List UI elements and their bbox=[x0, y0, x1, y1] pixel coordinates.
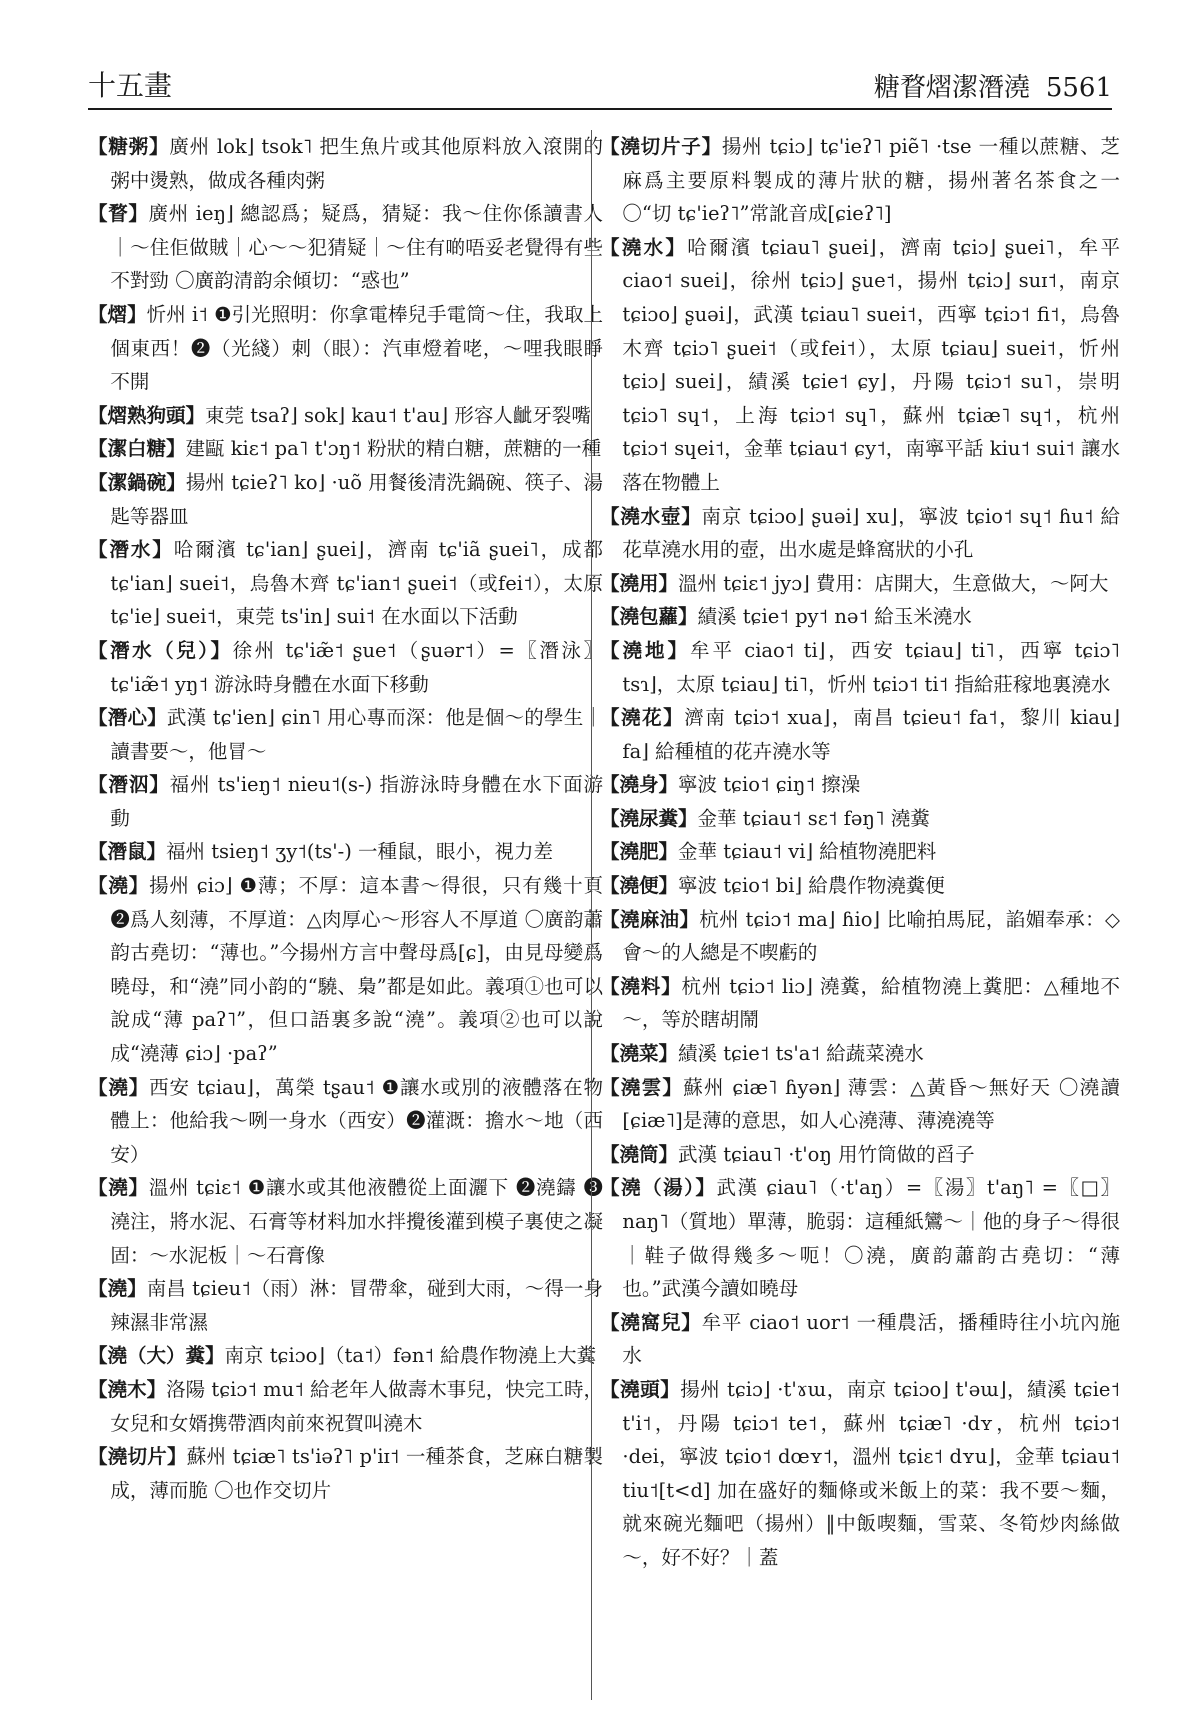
entry-headword: 【澆料】 bbox=[600, 974, 682, 998]
entry-headword: 【澆便】 bbox=[600, 874, 679, 898]
dictionary-entry bbox=[88, 298, 603, 399]
dictionary-entry bbox=[600, 1306, 1120, 1373]
dictionary-entry bbox=[88, 835, 603, 869]
entry-headword: 【澆切片子】 bbox=[600, 135, 722, 158]
dictionary-entry bbox=[88, 1339, 603, 1373]
dictionary-entry bbox=[88, 768, 603, 835]
entry-headword: 【澆窩兒】 bbox=[600, 1310, 702, 1334]
dictionary-entry bbox=[88, 701, 603, 768]
entry-headword: 【澆（湯）】 bbox=[600, 1176, 717, 1200]
entry-headword: 【澆身】 bbox=[600, 773, 679, 797]
entry-headword: 【澆雲】 bbox=[600, 1075, 684, 1099]
entry-text: 西安 tɕiau⌋，萬榮 tʂau˦ ❶讓水或別的液體落在物體上：他給我～咧一身水（西安）❷灌溉：擔水～地（西安） bbox=[110, 1075, 603, 1166]
entry-text: 福州 tsieŋ˦ ʒy˦(ts'-) 一種鼠，眼小，視力差 bbox=[166, 840, 554, 864]
entry-headword: 【澆水壺】 bbox=[600, 504, 702, 528]
dictionary-entry bbox=[600, 1171, 1120, 1305]
dictionary-entry bbox=[600, 903, 1120, 970]
dictionary-entry bbox=[88, 466, 603, 533]
entry-text: 廣州 ieŋ⌋ 總認爲；疑爲，猜疑：我～住你係讀書人｜～住佢做賊｜心～～犯猜疑｜～住有啲唔妥老覺得有些不對勁 〇廣韵清韵余傾切：“惑也” bbox=[110, 202, 603, 293]
entry-text: 南京 tɕiɔo⌋ ʂuəi⌋ xu⌋，寧波 tɕio˦ sɥ˦ ɦu˦ 給花草澆水用的壺，出水處是蜂窩狀的小孔 bbox=[622, 504, 1120, 562]
dictionary-entry bbox=[88, 399, 603, 433]
entry-headword: 【澆麻油】 bbox=[600, 907, 700, 931]
entry-text: 廣州 lok⌋ tsok˥ 把生魚片或其他原料放入滾開的粥中燙熟，做成各種肉粥 bbox=[110, 135, 603, 192]
head-characters: 糖瞀熠潔潛澆 bbox=[873, 73, 1030, 103]
dictionary-entry bbox=[600, 567, 1120, 601]
entry-text: 哈爾濱 tɕiau˥ ʂuei⌋，濟南 tɕiɔ⌋ ʂuei˥，牟平 ciao˦ suei⌋，徐州 tɕiɔ⌋ ʂue˦，揚州 tɕiɔ⌋ suɪ˦，南京 tɕiɔo⌋ ʂuəi⌋，武漢 tɕiau˥ suei˦，西寧 tɕiɔ˦ fi˦，烏魯木齊 tɕiɔ˥ ʂuei˦（或fei˦），太原 tɕiau⌋ suei˦，忻州 tɕiɔ⌋ suei⌋，績溪 tɕie˦ ɕy⌋，丹陽 tɕiɔ˦ su˥，崇明 tɕiɔ˥ sɥ˦，上海 tɕiɔ˦ sɥ˥，蘇州 tɕiæ˥ sɥ˦，杭州 tɕiɔ˦ sɥei˦，金華 tɕiau˦ ɕy˦，南寧平話 kiu˦ sui˦ 讓水落在物體上 bbox=[622, 235, 1120, 494]
page-head-right bbox=[874, 67, 1112, 104]
entry-text: 揚州 tɕiɔ⌋ ·t'ɤɯ，南京 tɕiɔo⌋ t'əɯ⌋，績溪 tɕie˦ t'i˦，丹陽 tɕiɔ˦ te˦，蘇州 tɕiæ˥ ·dʏ，杭州 tɕiɔ˦ ·dei，寧波 tɕio˦ dœʏ˦，溫州 tɕiɛ˦ dʏu⌋，金華 tɕiau˦ tiu˦[t<d] 加在盛好的麵條或米飯上的菜：我不要～麵，就來碗光麵吧（揚州）‖中飯喫麵，雪菜、冬筍炒肉絲做～，好不好？｜蓋 bbox=[622, 1377, 1120, 1569]
dictionary-entry bbox=[88, 197, 603, 298]
dictionary-entry bbox=[88, 634, 603, 701]
entry-text: 東莞 tsaʔ⌋ sok⌋ kau˦ t'au⌋ 形容人齜牙裂嘴 bbox=[205, 403, 591, 427]
entry-headword: 【澆菜】 bbox=[600, 1042, 679, 1066]
dictionary-entry bbox=[600, 970, 1120, 1037]
entry-headword: 【澆筒】 bbox=[600, 1142, 679, 1166]
entry-text: 哈爾濱 tɕ'ian⌋ ʂuei⌋，濟南 tɕ'iã ʂuei˥，成都 tɕ'ian⌋ suei˦，烏魯木齊 tɕ'ian˦ ʂuei˦（或fei˦），太原 tɕ'ie⌋ suei˦，東莞 ts'in⌋ sui˦ 在水面以下活動 bbox=[110, 538, 603, 629]
entry-headword: 【潛鼠】 bbox=[88, 840, 167, 864]
entry-headword: 【糖粥】 bbox=[88, 135, 170, 158]
entry-headword: 【澆】 bbox=[88, 1075, 150, 1099]
entry-text: 績溪 tɕie˦ py˦ nə˦ 給玉米澆水 bbox=[697, 605, 972, 629]
entry-headword: 【澆】 bbox=[88, 1277, 147, 1301]
entry-text: 建甌 kiɛ˦ pa˥ t'ɔŋ˦ 粉狀的精白糖，蔗糖的一種 bbox=[185, 437, 602, 461]
dictionary-entry bbox=[600, 1071, 1120, 1138]
entry-text: 揚州 ɕiɔ⌋ ❶薄；不厚：這本書～得很，只有幾十頁 ❷爲人刻薄，不厚道：△肉厚心～形容人不厚道 〇廣韵蕭韵古堯切：“薄也。”今揚州方言中聲母爲[ɕ]，由見母變爲曉母，和“澆”同小韵的“驍、梟”都是如此。義項①也可以說成“薄 paʔ˥”，但口語裏多說“澆”。義項②也可以說成“澆薄 ɕiɔ⌋ ·paʔ” bbox=[110, 874, 603, 1066]
entry-text: 徐州 tɕ'iæ̃˦ ʂue˦（ʂuər˦）=〖潛泳〗tɕ'iæ̃˦ yŋ˦ 游泳時身體在水面下移動 bbox=[110, 638, 603, 696]
entry-text: 牟平 ciao˦ uor˦ 一種農活，播種時往小坑內施水 bbox=[622, 1310, 1120, 1368]
dictionary-entry bbox=[88, 1071, 603, 1172]
entry-headword: 【澆】 bbox=[88, 874, 150, 898]
entry-headword: 【潔鍋碗】 bbox=[88, 470, 186, 494]
dictionary-entry bbox=[600, 634, 1120, 701]
dictionary-entry bbox=[600, 231, 1120, 500]
entry-text: 揚州 tɕiɔ⌋ tɕ'ieʔ˥ piẽ˥ ·tse 一種以蔗糖、芝麻爲主要原料製成的薄片狀的糖，揚州著名茶食之一 〇“切 tɕ'ieʔ˥”常訛音成[ɕieʔ˥] bbox=[622, 135, 1120, 226]
entry-headword: 【澆頭】 bbox=[600, 1377, 681, 1401]
dictionary-entry bbox=[600, 600, 1120, 634]
entry-headword: 【潛水】 bbox=[88, 538, 174, 562]
left-column bbox=[88, 130, 603, 1704]
entry-headword: 【熠】 bbox=[88, 302, 147, 326]
dictionary-entry bbox=[600, 500, 1120, 567]
entry-text: 忻州 i˦ ❶引光照明：你拿電棒兒手電筒～住，我取上個東西！❷（光綫）刺（眼）：汽車燈着咾，～哩我眼睜不開 bbox=[110, 302, 603, 394]
entry-headword: 【澆花】 bbox=[600, 706, 685, 730]
dictionary-entry bbox=[600, 869, 1120, 903]
entry-headword: 【澆木】 bbox=[88, 1377, 167, 1401]
entry-headword: 【澆地】 bbox=[600, 638, 691, 662]
entry-headword: 【澆用】 bbox=[600, 571, 679, 595]
entry-text: 南昌 tɕieu˦（雨）淋：冒帶傘，碰到大雨，～得一身辣濕非常濕 bbox=[110, 1277, 603, 1334]
dictionary-entry bbox=[88, 130, 603, 197]
entry-text: 蘇州 tɕiæ˥ ts'iəʔ˥ p'iɪ˦ 一種茶食，芝麻白糖製成，薄而脆 〇也作交切片 bbox=[110, 1445, 603, 1502]
dictionary-entry bbox=[600, 835, 1120, 869]
dictionary-entry bbox=[88, 432, 603, 466]
entry-text: 蘇州 ɕiæ˥ ɦyən⌋ 薄雲：△黃昏～無好天 〇澆讀[ɕiæ˥]是薄的意思，如人心澆薄、薄澆澆等 bbox=[622, 1075, 1120, 1133]
entry-text: 南京 tɕiɔo⌋（ta˦）fən˦ 給農作物澆上大糞 bbox=[224, 1344, 597, 1368]
entry-text: 溫州 tɕiɛ˦ jyɔ⌋ 費用：店開大，生意做大，～阿大 bbox=[678, 571, 1109, 595]
dictionary-entry bbox=[88, 869, 603, 1071]
entry-text: 杭州 tɕiɔ˦ ma⌋ ɦio⌋ 比喻拍馬屁，諂媚奉承：◇會～的人總是不喫虧的 bbox=[622, 907, 1120, 965]
entry-text: 武漢 tɕ'ien⌋ ɕin˥ 用心專而深：他是個～的學生｜讀書要～，他冒～ bbox=[110, 706, 603, 763]
entry-headword: 【潔白糖】 bbox=[88, 437, 186, 461]
entry-text: 金華 tɕiau˦ vi⌋ 給植物澆肥料 bbox=[678, 840, 937, 864]
dictionary-entry bbox=[600, 130, 1120, 231]
page-number: 5561 bbox=[1045, 73, 1112, 103]
entry-headword: 【熠熟狗頭】 bbox=[88, 403, 206, 427]
entry-text: 洛陽 tɕiɔ˦ mu˦ 給老年人做壽木事兒，快完工時，女兒和女婿携帶酒肉前來祝賀叫澆木 bbox=[110, 1377, 603, 1435]
entry-headword: 【潛心】 bbox=[88, 706, 167, 730]
entry-text: 溫州 tɕiɛ˦ ❶讓水或其他液體從上面灑下 ❷澆鑄 ❸澆注，將水泥、石膏等材料加水拌攪後灌到模子裏使之凝固：～水泥板｜～石膏像 bbox=[110, 1176, 603, 1267]
right-column bbox=[600, 130, 1120, 1704]
entry-text: 寧波 tɕio˦ bi⌋ 給農作物澆糞便 bbox=[678, 874, 945, 898]
entry-text: 濟南 tɕiɔ˦ xua⌋，南昌 tɕieu˦ fa˦，黎川 kiau⌋ fa⌋ 給種植的花卉澆水等 bbox=[622, 706, 1120, 763]
entry-headword: 【澆（大）糞】 bbox=[88, 1344, 225, 1368]
dictionary-entry bbox=[88, 1171, 603, 1272]
dictionary-entry bbox=[600, 701, 1120, 768]
dictionary-entry bbox=[88, 1373, 603, 1440]
entry-text: 杭州 tɕiɔ˦ liɔ⌋ 澆糞，給植物澆上糞肥：△種地不～，等於瞎胡鬧 bbox=[622, 974, 1120, 1032]
dictionary-entry bbox=[88, 1272, 603, 1339]
entry-headword: 【潛水（兒）】 bbox=[88, 638, 233, 662]
dictionary-entry bbox=[88, 533, 603, 634]
dictionary-entry bbox=[600, 1373, 1120, 1575]
entry-headword: 【澆】 bbox=[88, 1176, 149, 1200]
column-divider bbox=[591, 130, 592, 1700]
dictionary-entry bbox=[600, 1138, 1120, 1172]
entry-headword: 【澆尿糞】 bbox=[600, 806, 698, 830]
running-head bbox=[88, 62, 1112, 110]
entry-text: 武漢 ɕiau˥（·t'aŋ）=〖湯〗t'aŋ˥ =〖□〗naŋ˥（質地）單薄，脆弱：這種紙鸞～｜他的身子～得很｜鞋子做得幾多～呃！〇澆，廣韵蕭韵古堯切：“薄也。”武漢今讀如曉母 bbox=[622, 1176, 1120, 1301]
header-rule bbox=[88, 108, 1112, 110]
entry-headword: 【澆切片】 bbox=[88, 1445, 187, 1469]
dictionary-entry bbox=[600, 1037, 1120, 1071]
entry-text: 績溪 tɕie˦ ts'a˦ 給蔬菜澆水 bbox=[678, 1042, 924, 1066]
entry-headword: 【潛泅】 bbox=[88, 773, 170, 797]
entry-headword: 【瞀】 bbox=[88, 202, 149, 226]
dictionary-entry bbox=[600, 802, 1120, 836]
entry-text: 福州 ts'ieŋ˦ nieu˦(s-) 指游泳時身體在水下面游動 bbox=[110, 773, 603, 830]
entry-headword: 【澆水】 bbox=[600, 235, 688, 259]
dictionary-entry bbox=[600, 768, 1120, 802]
entry-text: 寧波 tɕio˦ ɕiŋ˦ 擦澡 bbox=[678, 773, 861, 797]
entry-headword: 【澆肥】 bbox=[600, 840, 679, 864]
entry-text: 牟平 ciao˦ ti⌋，西安 tɕiau⌋ ti˥，西寧 tɕiɔ˥ tsɿ⌋，太原 tɕiau⌋ ti˥，忻州 tɕiɔ˦ ti˦ 指給莊稼地裏澆水 bbox=[622, 638, 1120, 696]
entry-text: 武漢 tɕiau˥ ·t'oŋ 用竹筒做的舀子 bbox=[678, 1142, 975, 1166]
dictionary-entry bbox=[88, 1440, 603, 1507]
section-label: 十五畫 bbox=[88, 69, 173, 102]
entry-headword: 【澆包蘿】 bbox=[600, 605, 698, 629]
entry-text: 揚州 tɕieʔ˥ ko⌋ ·uõ 用餐後清洗鍋碗、筷子、湯匙等器皿 bbox=[110, 470, 603, 528]
entry-text: 金華 tɕiau˦ sɛ˦ fəŋ˥ 澆糞 bbox=[697, 806, 930, 830]
